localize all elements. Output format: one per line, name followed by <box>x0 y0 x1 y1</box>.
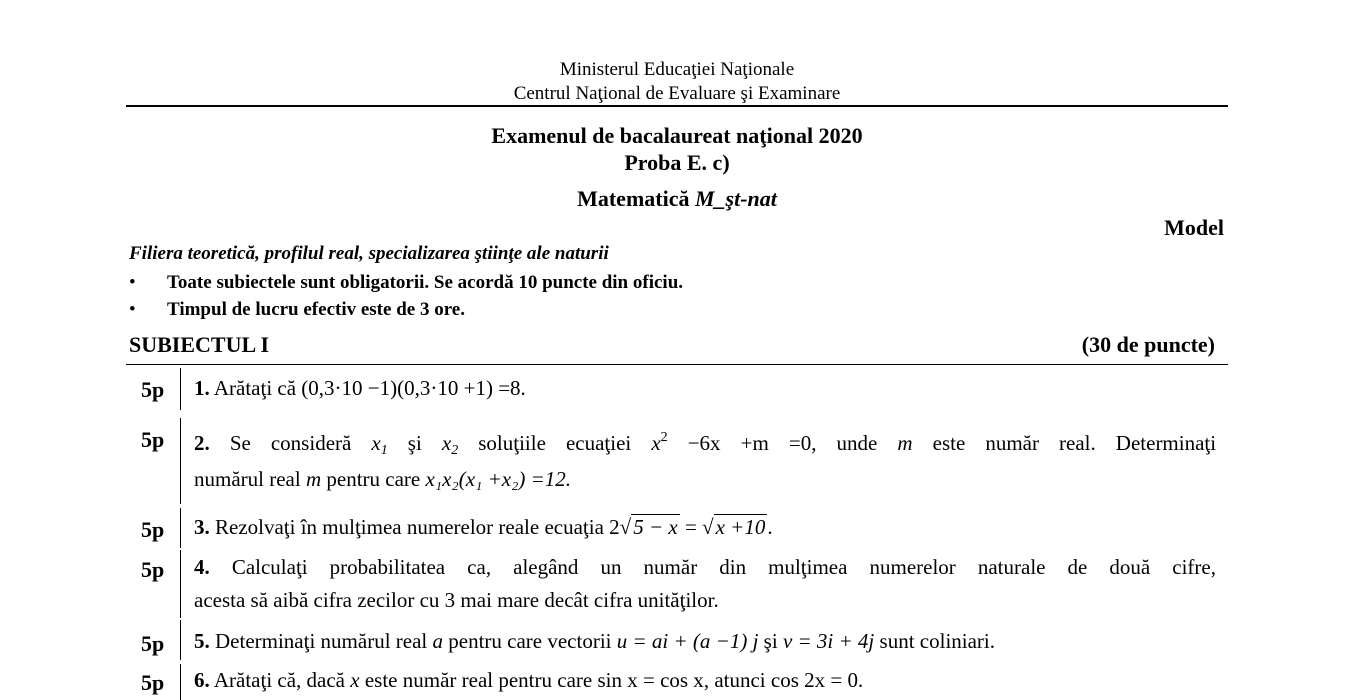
question-4-line-2: acesta să aibă cifra zecilor cu 3 mai mare decât cifra unităţilor. <box>194 588 719 612</box>
filiera-text: Filiera teoretică, profilul real, specializarea ştiinţe ale naturii <box>129 243 609 264</box>
question-formula: x₁x₂(x₁ +x₂) =12. <box>425 467 572 491</box>
question-text: soluţiile ecuaţiei <box>478 431 632 455</box>
math-var: x <box>350 668 360 692</box>
question-text: , atunci <box>703 668 766 692</box>
question-separator <box>180 508 181 548</box>
question-text: Rezolvaţi în mulţimea numerelor reale ecuaţia <box>215 515 604 539</box>
question-text: , unde <box>811 431 878 455</box>
math-var: $x_1$ <box>371 431 388 458</box>
header-divider <box>126 105 1228 107</box>
section-divider <box>126 364 1228 365</box>
question-2-line-1 <box>194 422 1216 467</box>
question-6: 6. Arătaţi că, dacă x este număr real pentru care sin x = cos x, atunci cos 2x = 0. <box>194 668 864 692</box>
question-text: Arătaţi că <box>213 376 297 400</box>
exam-proba: Proba E. c) <box>624 150 730 175</box>
question-separator <box>180 368 181 410</box>
trig-result: cos 2x = 0 <box>770 668 858 692</box>
evaluation-center-name: Centrul Naţional de Evaluare şi Examinare <box>513 83 841 104</box>
ministry-name: Ministerul Educaţiei Naţionale <box>559 59 795 80</box>
question-5 <box>194 625 995 657</box>
question-text: sunt coliniari. <box>879 629 996 653</box>
question-separator <box>180 620 181 660</box>
question-points: 5p <box>141 670 165 695</box>
question-text: şi <box>407 431 422 455</box>
question-number: 5. <box>194 629 210 653</box>
question-number: 3. <box>194 515 210 539</box>
question-points: 5p <box>141 631 165 656</box>
question-text: Arătaţi că, dacă <box>213 668 346 692</box>
instruction-bullet-2 <box>129 299 465 321</box>
exam-subject-variant: M_şt-nat <box>694 186 777 211</box>
question-4-line-1 <box>194 551 1216 583</box>
question-text: Se consideră <box>229 431 352 455</box>
section-title: SUBIECTUL I <box>129 332 270 357</box>
vector-v-formula: v = 3i + 4j <box>782 629 875 653</box>
math-var: m <box>305 467 322 491</box>
exam-subject-prefix: Matematică <box>577 186 690 211</box>
question-equation: 2√5 − x = √x +10. <box>609 515 773 539</box>
question-text: este număr real pentru care <box>364 668 593 692</box>
instruction-text-2: Timpul de lucru efectiv este de 3 ore. <box>167 299 465 320</box>
exam-subject <box>0 186 1354 212</box>
section-points: (30 de puncte) <box>1081 332 1215 357</box>
question-text: şi <box>763 629 778 653</box>
question-2-line-2 <box>194 463 571 495</box>
question-separator <box>180 418 181 504</box>
question-equation: $x^2 -6x +m =0$ <box>651 430 812 455</box>
vector-u-formula: u = ai + (a −1) j <box>616 629 759 653</box>
math-var: m <box>897 431 913 455</box>
math-var: a <box>432 629 443 653</box>
question-number: 2. <box>194 431 210 455</box>
question-points: 5p <box>141 377 165 402</box>
question-1 <box>194 372 526 404</box>
question-separator <box>180 550 181 618</box>
trig-condition: sin x = cos x <box>597 668 704 692</box>
question-number: 4. <box>194 555 210 579</box>
question-text: pentru care <box>326 467 421 491</box>
question-3 <box>194 511 773 543</box>
instruction-text-1: Toate subiectele sunt obligatorii. Se acordă 10 puncte din oficiu. <box>167 272 684 293</box>
question-points: 5p <box>141 517 165 542</box>
question-text: pentru care vectorii <box>448 629 612 653</box>
question-text: este număr real. Determinaţi <box>932 431 1217 455</box>
radical-1: 5 − x <box>633 515 678 539</box>
bullet-marker: • <box>129 272 136 293</box>
question-formula: (0,3·10 −1)(0,3·10 +1) =8. <box>301 376 526 400</box>
math-var: $x_2$ <box>441 431 459 458</box>
exam-title: Examenul de bacalaureat naţional 2020 <box>491 123 863 148</box>
question-separator <box>180 664 181 700</box>
question-text: Determinaţi numărul real <box>215 629 428 653</box>
question-points: 5p <box>141 427 165 452</box>
radical-2: x +10 <box>715 515 766 539</box>
question-text: numărul real <box>194 467 301 491</box>
question-number: 6. <box>194 668 210 692</box>
question-points: 5p <box>141 557 165 582</box>
model-label: Model <box>1164 215 1224 240</box>
question-number: 1. <box>194 376 210 400</box>
question-text: Calculaţi probabilitatea ca, alegând un număr din mulţimea numerelor naturale de două cifre, <box>231 555 1216 579</box>
bullet-marker: • <box>129 299 136 320</box>
instruction-bullet-1 <box>129 272 683 294</box>
